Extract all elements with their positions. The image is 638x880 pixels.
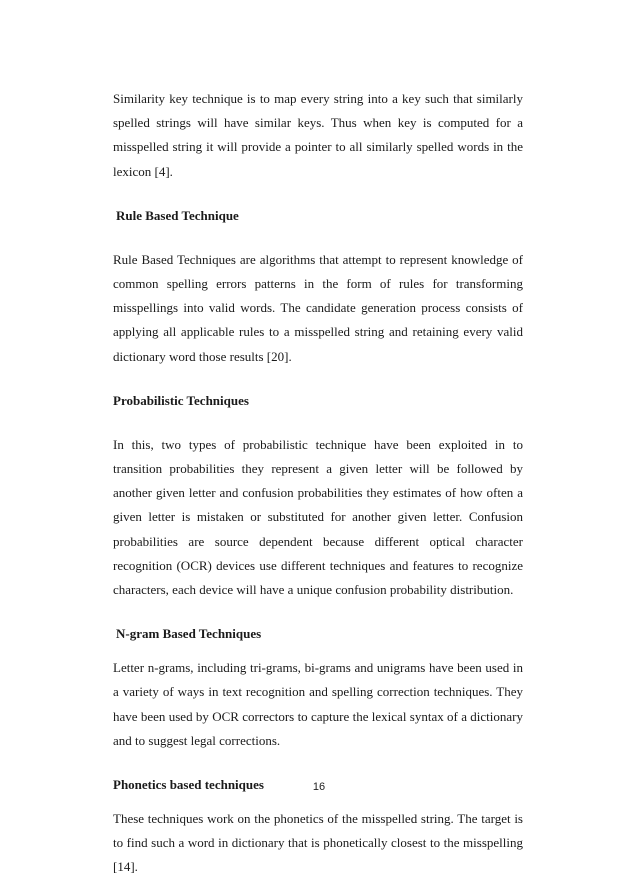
heading-ngram: N-gram Based Techniques xyxy=(116,626,262,642)
page-content xyxy=(113,87,523,880)
heading-phonetics: Phonetics based techniques xyxy=(113,777,264,793)
heading-probabilistic: Probabilistic Techniques xyxy=(113,392,249,408)
paragraph-similarity-key: Similarity key technique is to map every string into a key such that similarly spelled strings will have similar keys. Thus when key is computed for a misspelled string it will provide a pointer to all similarly spelled words in the lexicon [4]. xyxy=(113,91,523,179)
paragraph-rule-based: Rule Based Techniques are algorithms that attempt to represent knowledge of common spelling errors patterns in the form of rules for transforming misspellings into valid words. The candidate generation process consists of applying all applicable rules to a misspelled string and retaining every valid dictionary word those results [20]. xyxy=(113,251,523,364)
paragraph-ngram: Letter n-grams, including tri-grams, bi-grams and unigrams have been used in a variety of ways in text recognition and spelling correction techniques. They have been used by OCR correctors to capture the lexical syntax of a dictionary and to suggest legal corrections. xyxy=(113,660,523,748)
page-number: 16 xyxy=(312,781,326,793)
heading-rule-based: Rule Based Technique xyxy=(116,207,239,223)
paragraph-phonetics: These techniques work on the phonetics of the misspelled string. The target is to find such a word in dictionary that is phonetically closest to the misspelling [14]. xyxy=(113,811,523,875)
paragraph-probabilistic: In this, two types of probabilistic technique have been exploited in to transition probabilities they represent a given letter will be followed by another given letter and confusion probabilities they estimates of how often a given letter is mistaken or substituted for another given letter. Confusion probabilities are source dependent because different optical character recognition (OCR) devices use different techniques and features to recognize characters, each device will have a unique confusion probability distribution. xyxy=(113,436,523,598)
